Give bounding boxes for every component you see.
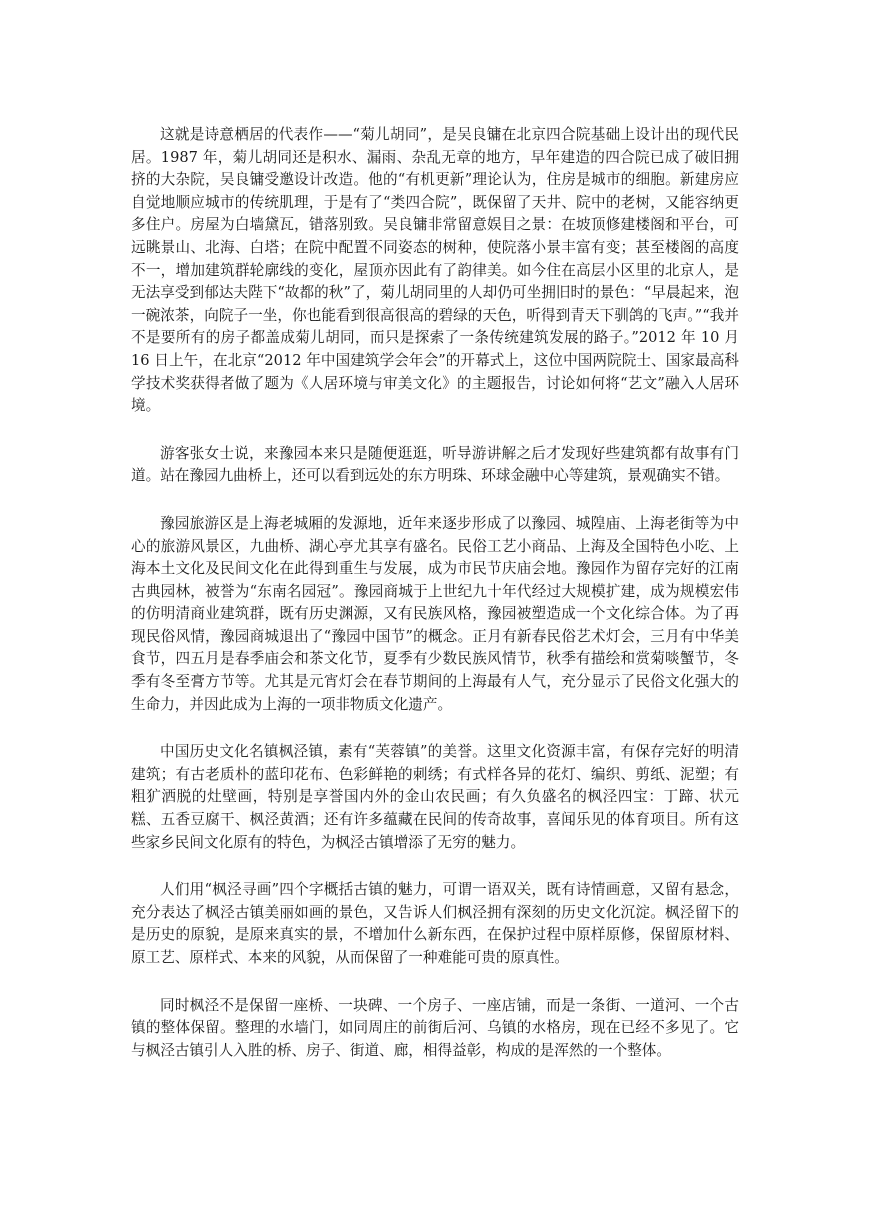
paragraph-fengjing-town: 中国历史文化名镇枫泾镇，素有“芙蓉镇”的美誉。这里文化资源丰富，有保存完好的明清建筑；有古老质朴的蓝印花布、色彩鲜艳的刺绣；有式样各异的花灯、编织、剪纸、泥塑；有粗犷洒脱的灶壁画，特别是享誉国内外的金山农民画；有久负盛名的枫泾四宝：丁蹄、状元糕、五香豆腐干、枫泾黄酒；还有许多蕴藏在民间的传奇故事，喜闻乐见的体育项目。所有这些家乡民间文化原有的特色，为枫泾古镇增添了无穷的魅力。 [131, 743, 739, 851]
paragraph-juer-hutong: 这就是诗意栖居的代表作——“菊儿胡同”，是吴良镛在北京四合院基础上设计出的现代民居。1987 年，菊儿胡同还是积水、漏雨、杂乱无章的地方，早年建造的四合院已成了破旧拥挤的大杂院，吴良镛受邀设计改造。他的“有机更新”理论认为，住房是城市的细胞。新建房应自觉地顺应城市的传统肌理，于是有了“类四合院”，既保留了天井、院中的老树，又能容纳更多住户。房屋为白墙黛瓦，错落别致。吴良镛非常留意娱目之景：在坡顶修建楼阁和平台，可远眺景山、北海、白塔；在院中配置不同姿态的树种，使院落小景丰富有变；甚至楼阁的高度不一，增加建筑群轮廓线的变化，屋顶亦因此有了韵律美。如今住在高层小区里的北京人，是无法享受到郁达夫陛下“故都的秋”了，菊儿胡同里的人却仍可坐拥旧时的景色：“早晨起来，泡一碗浓茶，向院子一坐，你也能看到很高很高的碧绿的天色，听得到青天下驯鸽的飞声。”“我并不是要所有的房子都盖成菊儿胡同，而只是探索了一条传统建筑发展的路子。”2012 年 10 月 16 日上午，在北京“2012 年中国建筑学会年会”的开幕式上，这位中国两院院士、国家最高科学技术奖获得者做了题为《人居环境与审美文化》的主题报告，讨论如何将“艺文”融入人居环境。 [131, 126, 739, 415]
paragraph-fengjing-whole: 同时枫泾不是保留一座桥、一块碑、一个房子、一座店铺，而是一条街、一道河、一个古镇的整体保留。整理的水墙门，如同周庄的前街后河、乌镇的水格房，现在已经不多见了。它与枫泾古镇引人入胜的桥、房子、街道、廊，相得益彰，构成的是浑然的一个整体。 [131, 996, 739, 1059]
paragraph-fengjing-painting: 人们用“枫泾寻画”四个字概括古镇的魅力，可谓一语双关，既有诗情画意，又留有悬念，充分表达了枫泾古镇美丽如画的景色，又告诉人们枫泾拥有深刻的历史文化沉淀。枫泾留下的是历史的原貌，是原来真实的景，不增加什么新东西，在保护过程中原样原修，保留原材料、原工艺、原样式、本来的风貌，从而保留了一种难能可贵的原真性。 [131, 881, 739, 966]
document-body [131, 124, 739, 1087]
paragraph-visitor-zhang: 游客张女士说，来豫园本来只是随便逛逛，听导游讲解之后才发现好些建筑都有故事有门道。站在豫园九曲桥上，还可以看到远处的东方明珠、环球金融中心等建筑，景观确实不错。 [131, 444, 739, 485]
paragraph-yuyuan-tourism: 豫园旅游区是上海老城厢的发源地，近年来逐步形成了以豫园、城隍庙、上海老街等为中心的旅游风景区，九曲桥、湖心亭尤其享有盛名。民俗工艺小商品、上海及全国特色小吃、上海本土文化及民间文化在此得到重生与发展，成为市民节庆庙会地。豫园作为留存完好的江南古典园林，被誉为“东南名园冠”。豫园商城于上世纪九十年代经过大规模扩建，成为规模宏伟的仿明清商业建筑群，既有历史渊源，又有民族风格，豫园被塑造成一个文化综合体。为了再现民俗风情，豫园商城退出了“豫园中国节”的概念。正月有新春民俗艺术灯会，三月有中华美食节，四五月是春季庙会和茶文化节，夏季有少数民族风情节，秋季有描绘和赏菊啖蟹节，冬季有冬至膏方节等。尤其是元宵灯会在春节期间的上海最有人气，充分显示了民俗文化强大的生命力，并因此成为上海的一项非物质文化遗产。 [131, 514, 739, 713]
